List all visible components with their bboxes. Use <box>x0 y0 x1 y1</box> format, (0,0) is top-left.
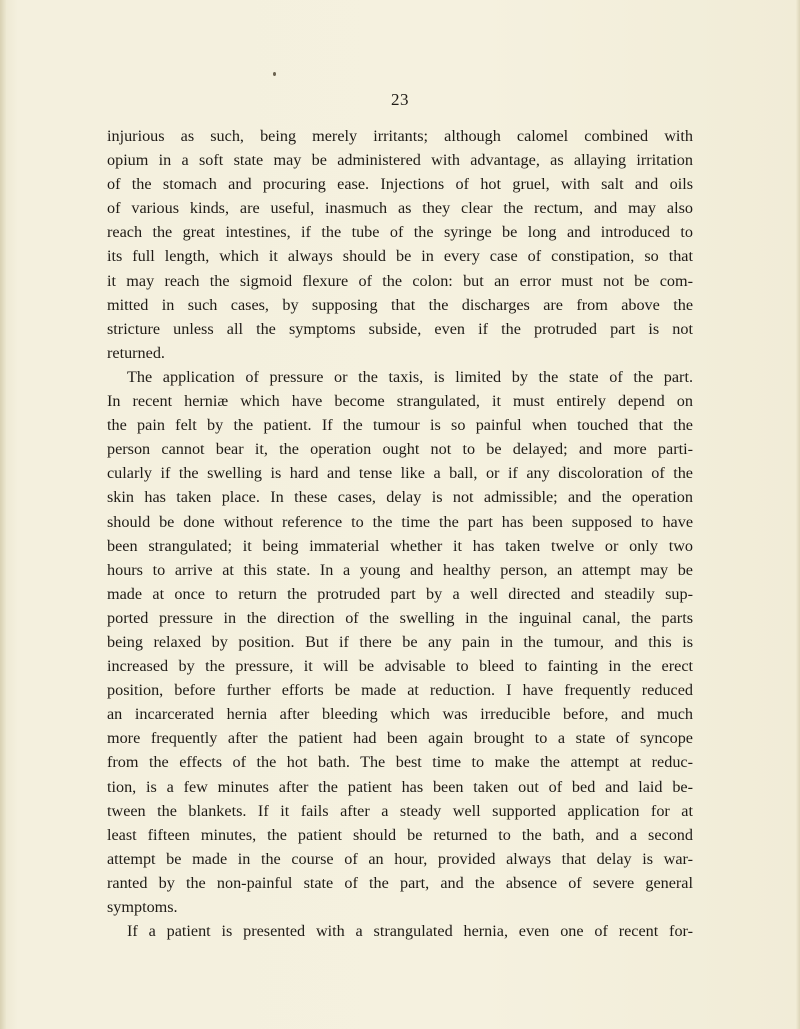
text-line: attempt be made in the course of an hour, provided always that delay is war- <box>107 849 693 868</box>
text-line: been strangulated; it being immaterial whether it has taken twelve or only two <box>107 536 693 555</box>
text-line: returned. <box>107 343 165 362</box>
text-line: In recent herniæ which have become strangulated, it must entirely depend on <box>107 392 693 411</box>
page-left-edge <box>0 0 6 1029</box>
page-right-edge <box>796 0 800 1029</box>
text-line: If a patient is presented with a strangulated hernia, even one of recent for- <box>127 922 693 941</box>
text-line: hours to arrive at this state. In a young and healthy person, an attempt may be <box>107 560 693 579</box>
text-line: The application of pressure or the taxis, is limited by the state of the part. <box>127 367 693 386</box>
text-line: person cannot bear it, the operation ought not to be delayed; and more parti- <box>107 440 693 459</box>
text-line: cularly if the swelling is hard and tense like a ball, or if any discoloration of the <box>107 464 693 483</box>
text-line: should be done without reference to the time the part has been supposed to have <box>107 512 693 531</box>
text-line: symptoms. <box>107 898 178 916</box>
text-line: of the stomach and procuring ease. Injections of hot gruel, with salt and oils <box>107 175 693 194</box>
text-line: the pain felt by the patient. If the tumour is so painful when touched that the <box>107 416 693 435</box>
text-line: mitted in such cases, by supposing that the discharges are from above the <box>107 295 693 314</box>
text-line: being relaxed by position. But if there be any pain in the tumour, and this is <box>107 632 693 651</box>
text-line: injurious as such, being merely irritants; although calomel combined with <box>107 127 693 145</box>
page-number: 23 <box>391 90 409 109</box>
text-line: least fifteen minutes, the patient should be returned to the bath, and a second <box>107 825 693 844</box>
text-line: increased by the pressure, it will be advisable to bleed to fainting in the erect <box>107 657 693 676</box>
text-line: tween the blankets. If it fails after a steady well supported application for at <box>107 801 693 820</box>
text-line: tion, is a few minutes after the patient has been taken out of bed and laid be- <box>107 777 693 796</box>
text-line: reach the great intestines, if the tube of the syringe be long and introduced to <box>107 223 693 242</box>
text-line: ranted by the non-painful state of the part, and the absence of severe general <box>107 873 693 892</box>
text-line: more frequently after the patient had been again brought to a state of syncope <box>107 729 693 748</box>
text-line: stricture unless all the symptoms subside, even if the protruded part is not <box>107 319 693 338</box>
text-line: from the effects of the hot bath. The best time to make the attempt at reduc- <box>107 753 693 772</box>
body-text <box>107 124 693 943</box>
text-line: it may reach the sigmoid flexure of the colon: but an error must not be com- <box>107 271 693 290</box>
text-line: skin has taken place. In these cases, delay is not admissible; and the operation <box>107 488 693 507</box>
text-line: of various kinds, are useful, inasmuch as they clear the rectum, and may also <box>107 199 693 218</box>
text-line: ported pressure in the direction of the swelling in the inguinal canal, the parts <box>107 608 693 627</box>
text-line: opium in a soft state may be administered with advantage, as allaying irritation <box>107 151 693 170</box>
text-line: its full length, which it always should be in every case of constipation, so that <box>107 247 693 266</box>
text-line: an incarcerated hernia after bleeding which was irreducible before, and much <box>107 705 693 724</box>
text-line: position, before further efforts be made at reduction. I have frequently reduced <box>107 681 693 700</box>
text-line: made at once to return the protruded part by a well directed and steadily sup- <box>107 584 693 603</box>
paper-speck <box>273 72 276 76</box>
